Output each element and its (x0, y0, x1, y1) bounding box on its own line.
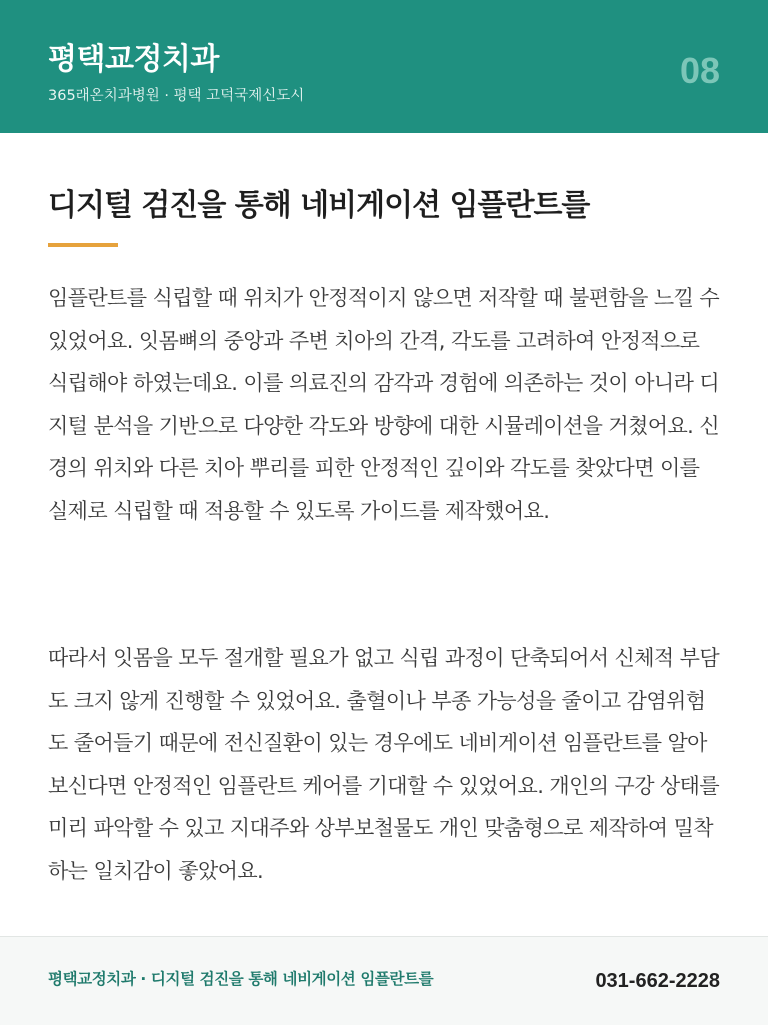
header-banner (0, 0, 768, 133)
clinic-title: 평택교정치과 (48, 42, 219, 77)
footer-caption: 평택교정치과 · 디지털 검진을 통해 네비게이션 임플란트를 (48, 970, 434, 988)
article-paragraph-2: 따라서 잇몸을 모두 절개할 필요가 없고 식립 과정이 단축되어서 신체적 부담도 크지 않게 진행할 수 있었어요. 출혈이나 부종 가능성을 줄이고 감염위험도 줄어들기 때문에 전신질환이 있는 경우에도 네비게이션 임플란트를 알아보신다면 안정적인 임플란트 케어를 기대할 수 있었어요. 개인의 구강 상태를 미리 파악할 수 있고 지대주와 상부보철물도 개인 맞춤형으로 제작하여 밀착하는 일치감이 좋았어요. (48, 646, 720, 883)
footer-bar (0, 936, 768, 1025)
article-paragraph-1: 임플란트를 식립할 때 위치가 안정적이지 않으면 저작할 때 불편함을 느낄 수 있었어요. 잇몸뼈의 중앙과 주변 치아의 간격, 각도를 고려하여 안정적으로 식립해야 하였는데요. 이를 의료진의 감각과 경험에 의존하는 것이 아니라 디지털 분석을 기반으로 다양한 각도와 방향에 대한 시뮬레이션을 거쳤어요. 신경의 위치와 다른 치아 뿌리를 피한 안정적인 깊이와 각도를 찾았다면 이를 실제로 식립할 때 적용할 수 있도록 가이드를 제작했어요. (48, 286, 720, 523)
phone-number[interactable]: 031-662-2228 (595, 970, 720, 992)
headline-accent-bar (48, 243, 118, 247)
clinic-subtitle: 365래온치과병원 · 평택 고덕국제신도시 (48, 88, 305, 104)
page-number: 08 (679, 50, 720, 91)
article-headline: 디지털 검진을 통해 네비게이션 임플란트를 (48, 188, 590, 223)
